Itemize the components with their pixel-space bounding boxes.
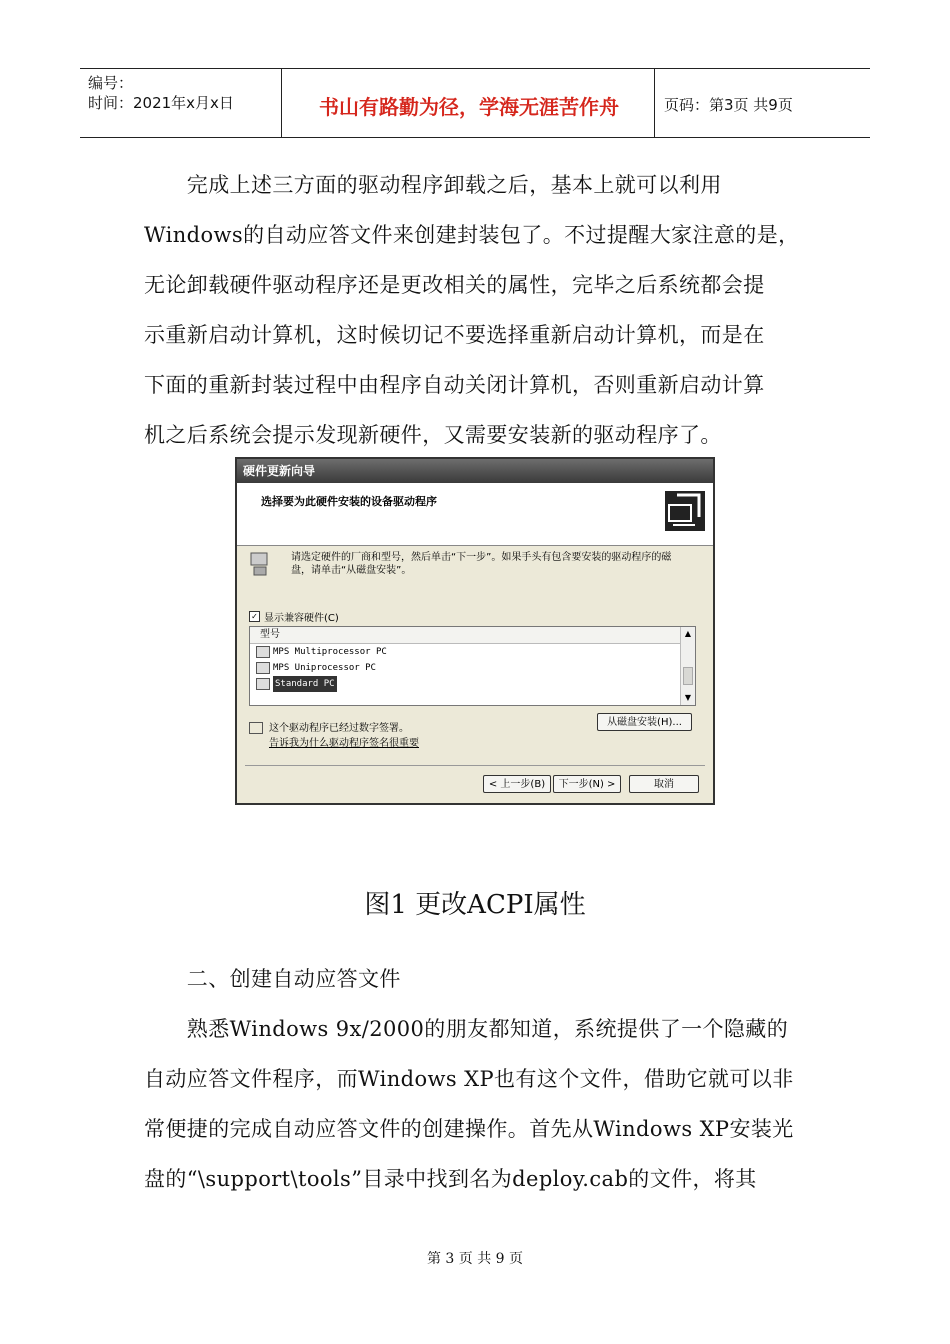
text-line: Windows的自动应答文件来创建封装包了。不过提醒大家注意的是，	[144, 223, 800, 247]
dialog-banner	[237, 483, 713, 546]
signed-driver-icon	[249, 722, 263, 734]
page-label: 页码：第3页 共9页	[664, 96, 793, 114]
scroll-down-icon[interactable]: ▼	[684, 693, 692, 702]
intro-paragraph	[144, 160, 814, 460]
wizard-hardware-icon	[665, 491, 705, 531]
text-line: 机之后系统会提示发现新硬件，又需要安装新的驱动程序了。	[144, 423, 722, 447]
header-divider	[281, 69, 282, 137]
text-line: 常便捷的完成自动应答文件的创建操作。首先从Windows XP安装光	[144, 1117, 794, 1141]
hardware-update-wizard-figure	[235, 457, 715, 805]
instruction-text: 请选定硬件的厂商和型号，然后单击“下一步”。如果手头有包含要安装的驱动程序的磁盘，请单击“从磁盘安装”。	[291, 552, 672, 576]
text-line: 下面的重新封装过程中由程序自动关闭计算机，否则重新启动计算	[144, 373, 765, 397]
list-item-label: MPS Multiprocessor PC	[273, 647, 387, 657]
signed-text: 这个驱动程序已经过数字签署。	[269, 723, 409, 734]
driver-icon	[256, 646, 270, 658]
signature-info	[249, 721, 419, 751]
time-label: 时间：2021年x月x日	[88, 94, 234, 112]
text-line: 熟悉Windows 9x/2000的朋友都知道，系统提供了一个隐藏的	[144, 1017, 789, 1041]
list-item[interactable]	[250, 644, 695, 660]
list-header: 型号	[250, 627, 695, 644]
list-item-label: MPS Uniprocessor PC	[273, 663, 376, 673]
text-line: 无论卸载硬件驱动程序还是更改相关的属性，完毕之后系统都会提	[144, 273, 765, 297]
dialog-heading: 选择要为此硬件安装的设备驱动程序	[261, 495, 437, 508]
header-info	[88, 73, 234, 113]
scroll-up-icon[interactable]: ▲	[684, 629, 692, 638]
scroll-thumb[interactable]	[683, 667, 693, 685]
next-button[interactable]: 下一步(N) >	[553, 775, 621, 793]
signature-help-link[interactable]: 告诉我为什么驱动程序签名很重要	[269, 738, 419, 749]
list-scrollbar[interactable]	[680, 627, 695, 705]
checkbox-label: 显示兼容硬件(C)	[264, 613, 339, 624]
text-line: 盘的“\support\tools”目录中找到名为deploy.cab的文件，将其	[144, 1167, 757, 1191]
cancel-button[interactable]: 取消	[629, 775, 699, 793]
have-disk-button[interactable]: 从磁盘安装(H)...	[597, 713, 692, 731]
motto: 书山有路勤为径，学海无涯苦作舟	[319, 95, 619, 119]
section-paragraph	[144, 954, 814, 1204]
driver-icon	[256, 678, 270, 690]
number-label: 编号：	[88, 74, 134, 92]
list-item-label: Standard PC	[273, 676, 337, 692]
dialog-divider	[245, 765, 705, 766]
back-button[interactable]: < 上一步(B)	[483, 775, 551, 793]
checkbox-mark[interactable]: ✓	[249, 611, 260, 622]
section-heading: 二、创建自动应答文件	[144, 967, 401, 991]
show-compatible-checkbox[interactable]	[249, 609, 339, 624]
text-line: 自动应答文件程序，而Windows XP也有这个文件，借助它就可以非	[144, 1067, 794, 1091]
figure-caption: 图1 更改ACPI属性	[364, 890, 586, 920]
computer-icon	[249, 551, 271, 577]
driver-icon	[256, 662, 270, 674]
header-divider	[654, 69, 655, 137]
list-item-selected[interactable]	[250, 676, 695, 692]
list-item[interactable]	[250, 660, 695, 676]
dialog-title: 硬件更新向导	[237, 459, 713, 483]
page-header	[80, 68, 870, 138]
model-list[interactable]	[249, 626, 696, 706]
page-footer: 第 3 页 共 9 页	[426, 1251, 524, 1267]
text-line: 示重新启动计算机，这时候切记不要选择重新启动计算机，而是在	[144, 323, 765, 347]
text-line: 完成上述三方面的驱动程序卸载之后，基本上就可以利用	[144, 173, 722, 197]
